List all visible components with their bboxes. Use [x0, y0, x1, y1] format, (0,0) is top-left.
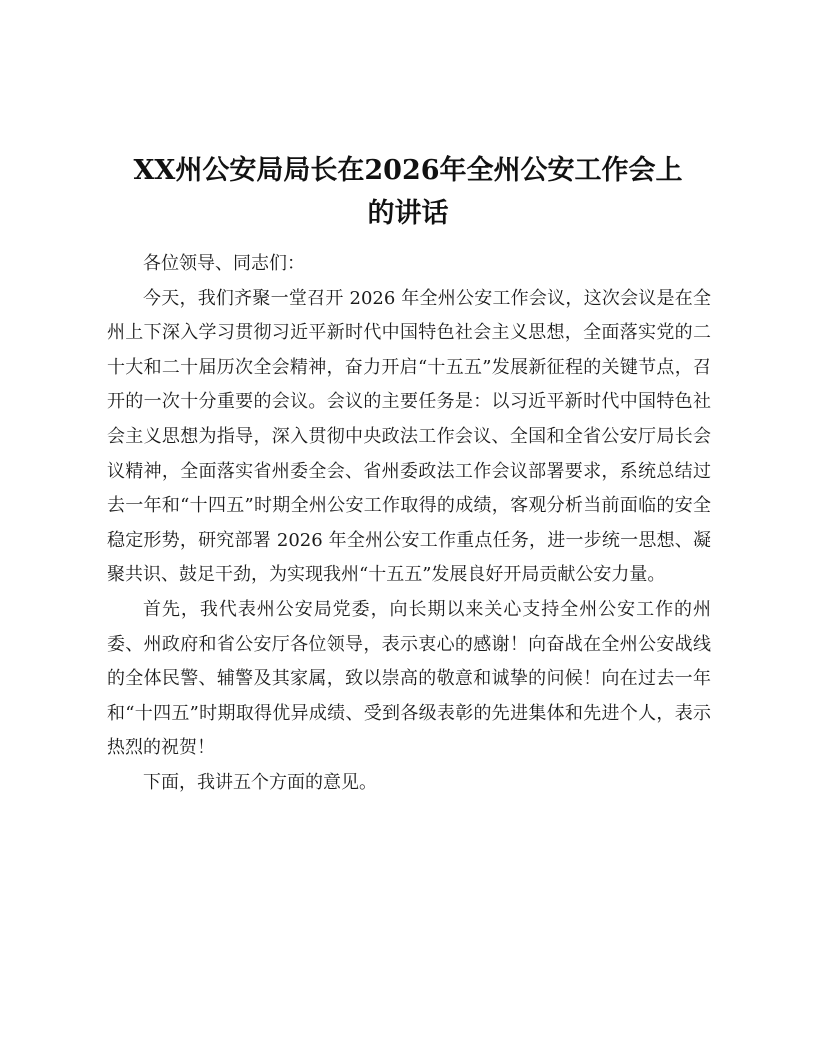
salutation-paragraph: 各位领导、同志们：	[143, 253, 305, 274]
document-title-line-2: 的讲话	[367, 198, 449, 229]
document-body	[107, 247, 711, 801]
body-paragraph: 今天，我们齐聚一堂召开 2026 年全州公安工作会议，这次会议是在全州上下深入学习贯彻习近平新时代中国特色社会主义思想，全面落实党的二十大和二十届历次全会精神，奋力开启“十五五”发展新征程的关键节点，召开的一次十分重要的会议。会议的主要任务是：以习近平新时代中国特色社会主义思想为指导，深入贯彻中央政法工作会议、全国和全省公安厅局长会议精神，全面落实省州委全会、省州委政法工作会议部署要求，系统总结过去一年和“十四五”时期全州公安工作取得的成绩，客观分析当前面临的安全稳定形势，研究部署 2026 年全州公安工作重点任务，进一步统一思想、凝聚共识、鼓足干劲，为实现我州“十五五”发展良好开局贡献公安力量。	[107, 287, 711, 586]
body-paragraph: 首先，我代表州公安局党委，向长期以来关心支持全州公安工作的州委、州政府和省公安厅各位领导，表示衷心的感谢！向奋战在全州公安战线的全体民警、辅警及其家属，致以崇高的敬意和诚挚的问候！向在过去一年和“十四五”时期取得优异成绩、受到各级表彰的先进集体和先进个人，表示热烈的祝贺！	[107, 598, 711, 759]
body-paragraph: 下面，我讲五个方面的意见。	[143, 771, 377, 793]
document-title-line-1: XX州公安局局长在2026年全州公安工作会上	[133, 155, 683, 186]
